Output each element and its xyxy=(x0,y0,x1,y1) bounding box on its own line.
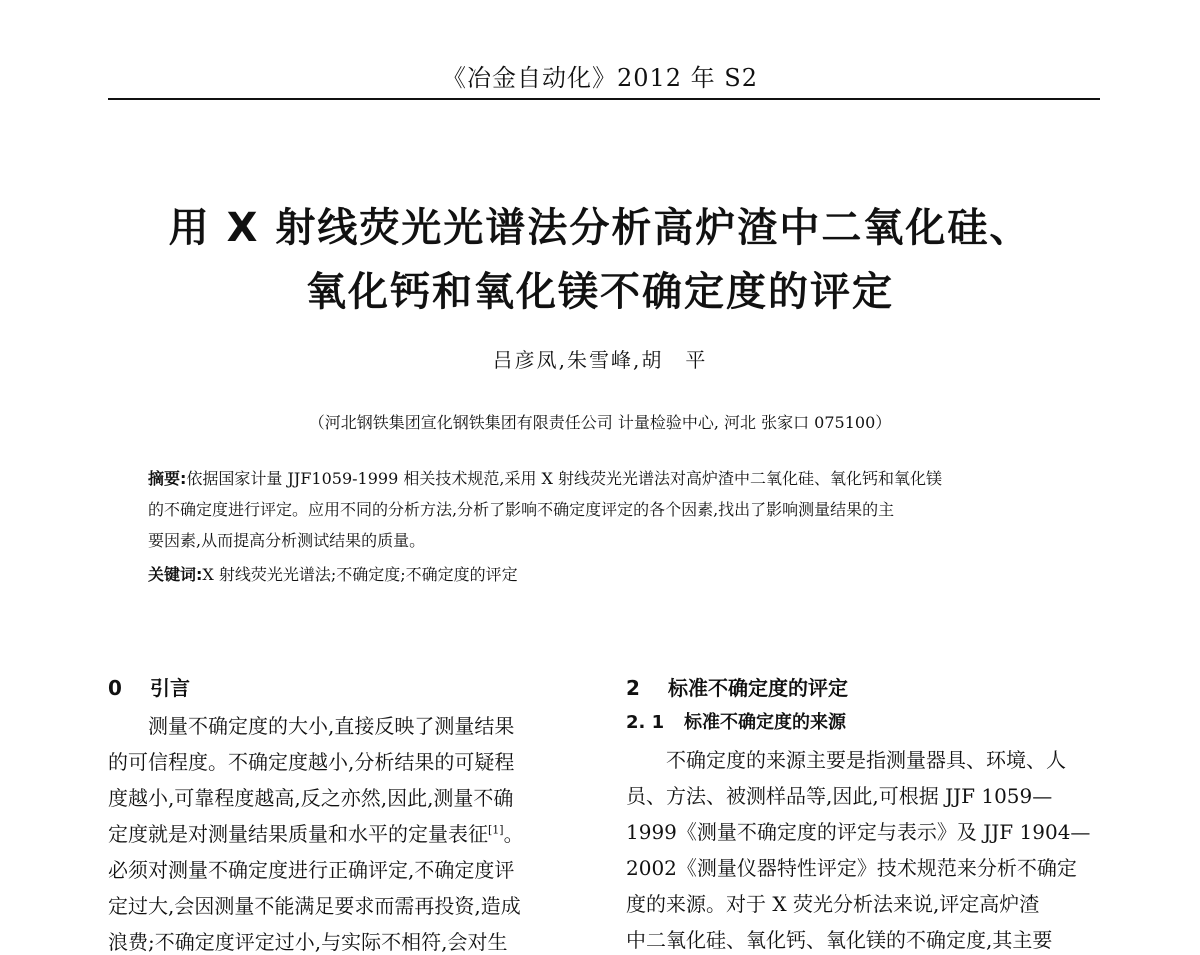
section-heading-introduction xyxy=(108,672,190,701)
body-line: 测量不确定度的大小,直接反映了测量结果 xyxy=(148,714,515,738)
body-line-text: 定度就是对测量结果质量和水平的定量表征 xyxy=(108,822,488,846)
section-heading-evaluation xyxy=(626,672,848,701)
keywords-line xyxy=(148,562,518,585)
sentence-end: 。 xyxy=(503,822,524,846)
section-number: 2 xyxy=(626,676,640,700)
header-rule xyxy=(108,98,1100,100)
body-line: 度越小,可靠程度越高,反之亦然,因此,测量不确 xyxy=(108,786,514,810)
running-header: 《冶金自动化》2012 年 S2 xyxy=(441,64,759,92)
body-line: 必须对测量不确定度进行正确评定,不确定度评 xyxy=(108,858,515,882)
abstract-line-3: 要因素,从而提高分析测试结果的质量。 xyxy=(148,531,426,550)
abstract-line-1 xyxy=(148,466,942,489)
body-line: 1999《测量不确定度的评定与表示》及 JJF 1904— xyxy=(626,820,1091,844)
body-line: 员、方法、被测样品等,因此,可根据 JJF 1059— xyxy=(626,784,1053,808)
article-title-line-2: 氧化钙和氧化镁不确定度的评定 xyxy=(306,269,894,315)
body-line: 度的来源。对于 X 荧光分析法来说,评定高炉渣 xyxy=(626,892,1040,916)
body-line: 的可信程度。不确定度越小,分析结果的可疑程 xyxy=(108,750,515,774)
abstract-text-1: 依据国家计量 JJF1059-1999 相关技术规范,采用 X 射线荧光光谱法对高炉渣中二氧化硅、氧化钙和氧化镁 xyxy=(186,469,943,488)
section-title: 标准不确定度的评定 xyxy=(668,676,848,700)
keywords-text: X 射线荧光光谱法;不确定度;不确定度的评定 xyxy=(202,565,518,584)
body-line-with-citation xyxy=(108,818,524,847)
body-line: 定过大,会因测量不能满足要求而需再投资,造成 xyxy=(108,894,521,918)
body-line: 中二氧化硅、氧化钙、氧化镁的不确定度,其主要 xyxy=(626,928,1053,952)
subsection-heading-sources xyxy=(626,708,846,734)
body-line: 浪费;不确定度评定过小,与实际不相符,会对生 xyxy=(108,930,508,954)
body-line: 2002《测量仪器特性评定》技术规范来分析不确定 xyxy=(626,856,1077,880)
citation-mark: [1] xyxy=(488,823,504,837)
article-title-line-1: 用 X 射线荧光光谱法分析高炉渣中二氧化硅、 xyxy=(168,205,1032,251)
abstract-label: 摘要: xyxy=(148,469,187,488)
affiliation: （河北钢铁集团宣化钢铁集团有限责任公司 计量检验中心, 河北 张家口 075100） xyxy=(308,413,892,432)
abstract-line-2: 的不确定度进行评定。应用不同的分析方法,分析了影响不确定度评定的各个因素,找出了影响测量结果的主 xyxy=(148,500,895,519)
subsection-title: 标准不确定度的来源 xyxy=(684,712,846,733)
section-title: 引言 xyxy=(150,676,190,700)
keywords-label: 关键词: xyxy=(148,565,203,584)
section-number: 0 xyxy=(108,676,122,700)
subsection-number: 2. 1 xyxy=(626,712,665,733)
body-line: 不确定度的来源主要是指测量器具、环境、人 xyxy=(666,748,1066,772)
authors: 吕彦凤,朱雪峰,胡 平 xyxy=(492,348,708,372)
